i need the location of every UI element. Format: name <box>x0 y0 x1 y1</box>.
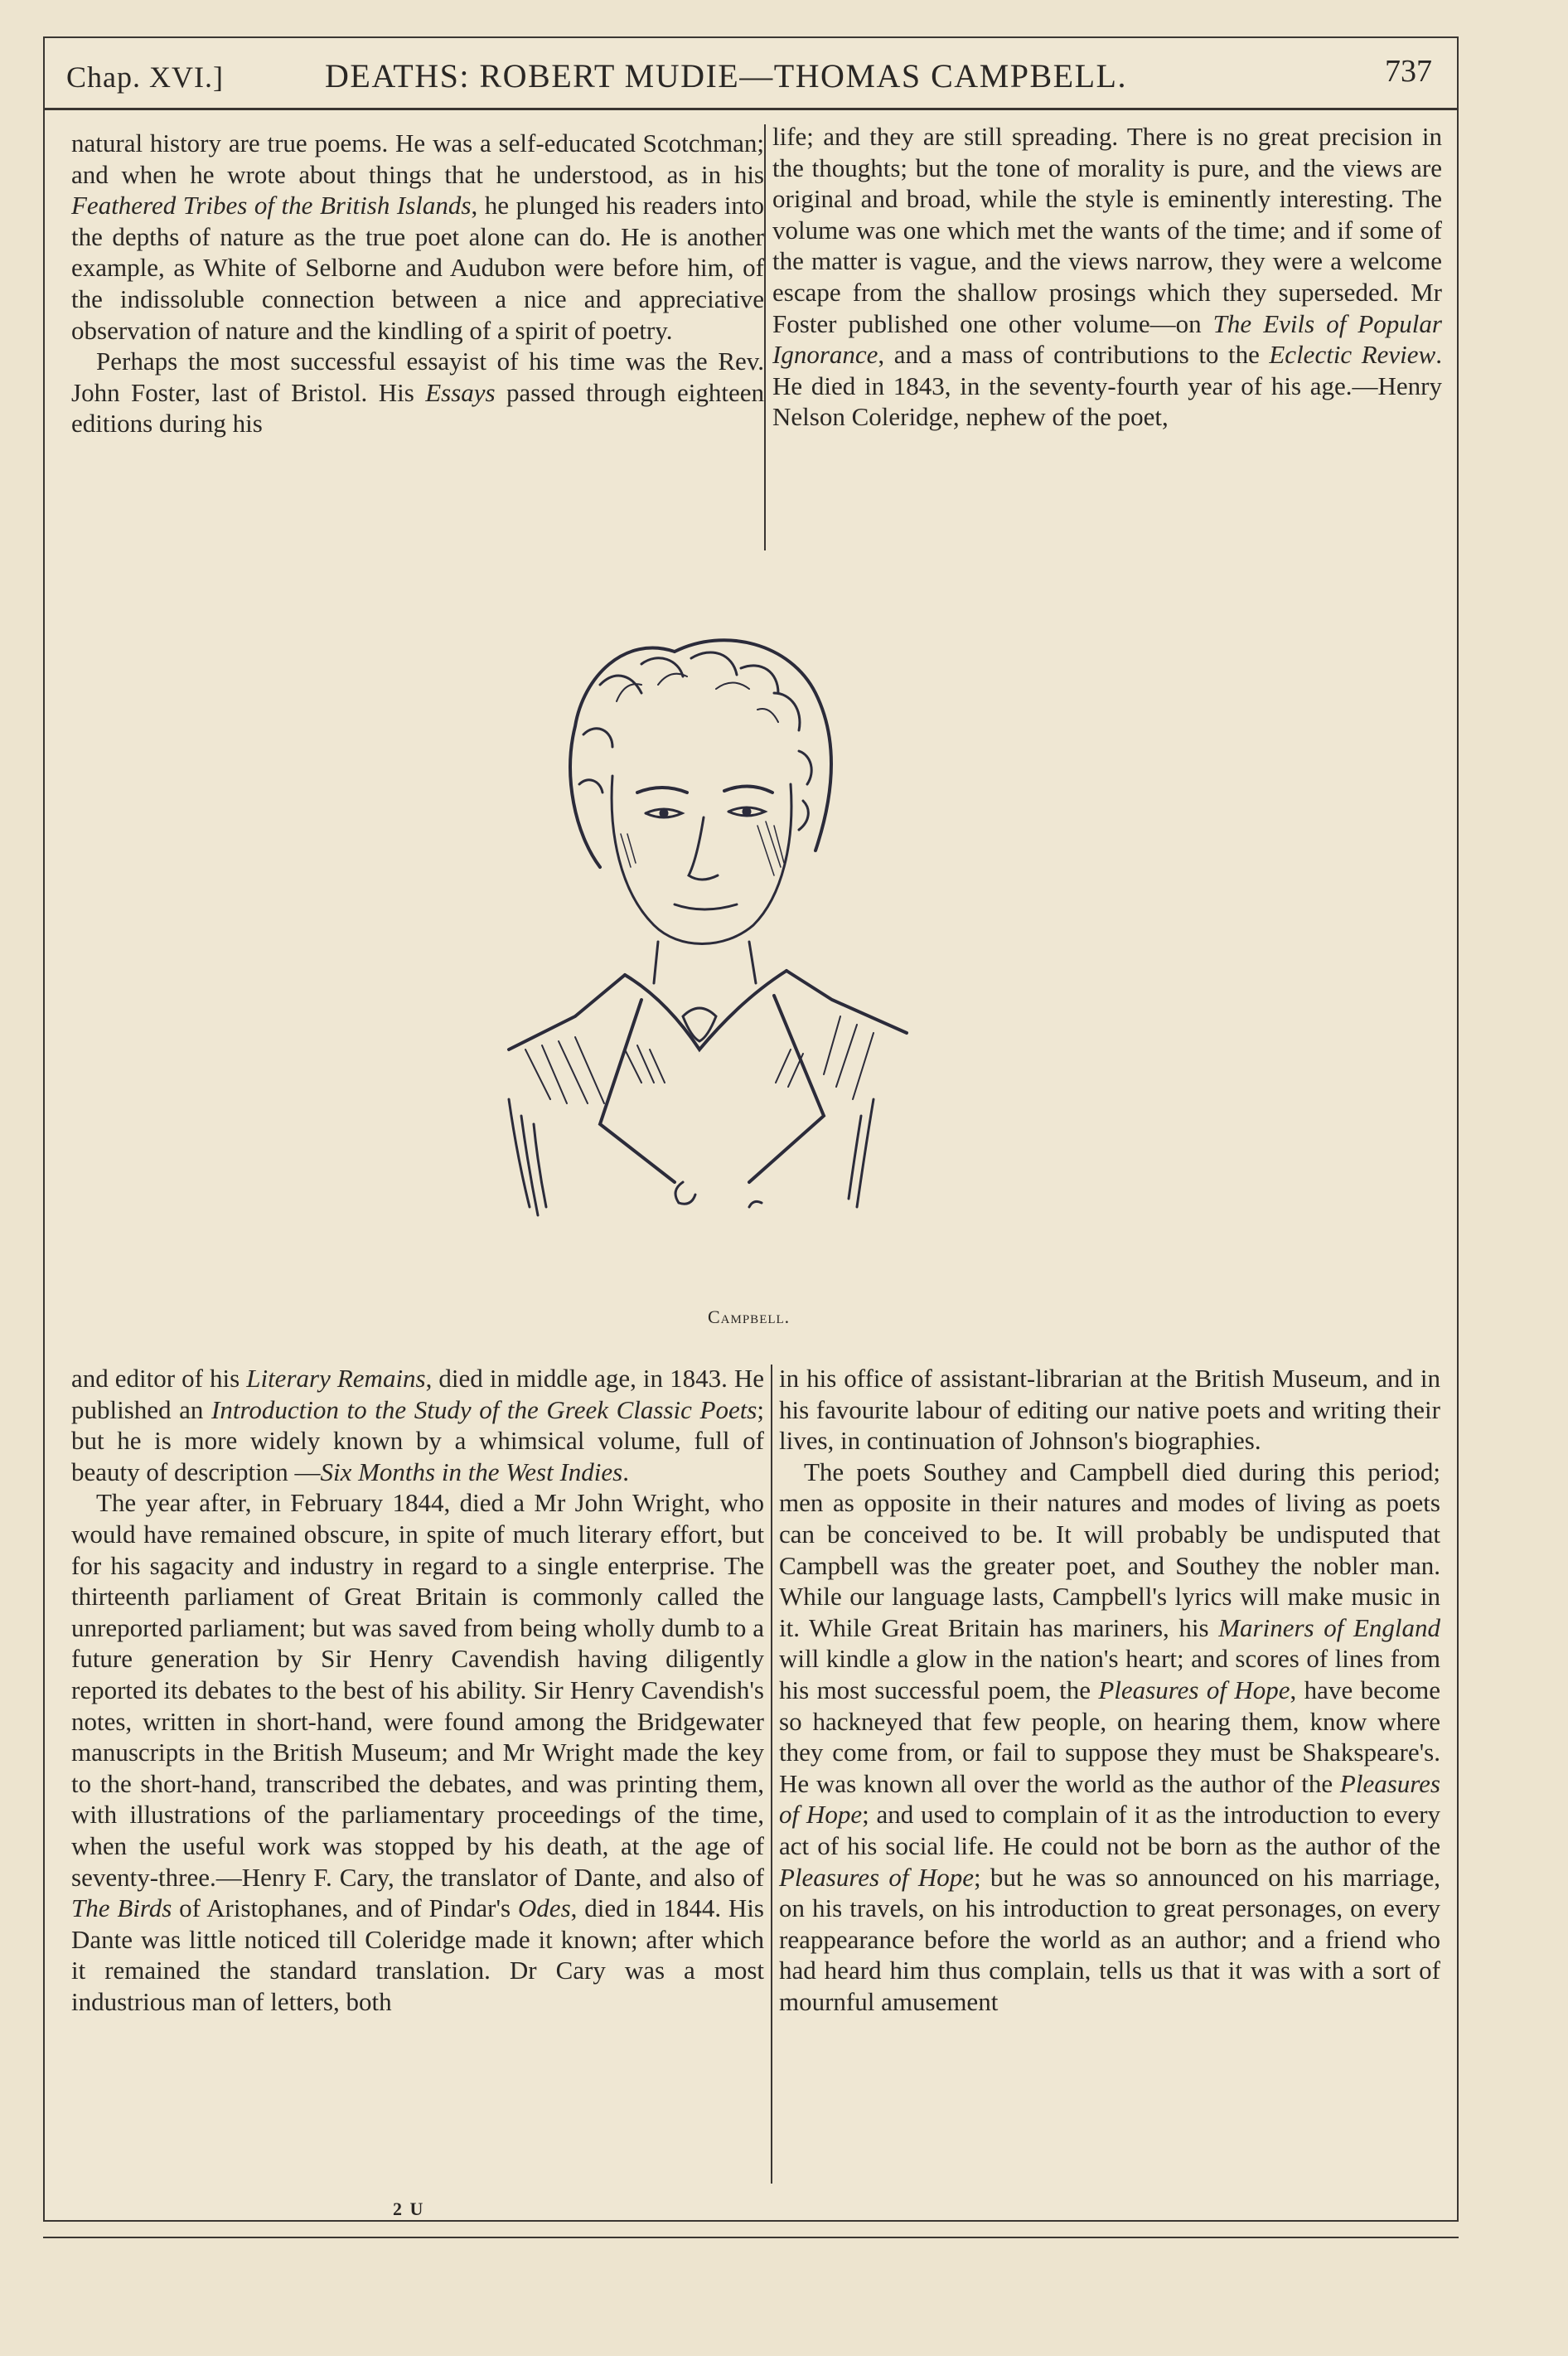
illustration-caption: Campbell. <box>708 1306 791 1327</box>
text-column-top-left <box>71 128 764 439</box>
signature-mark: 2 U <box>393 2198 425 2219</box>
page-title: DEATHS: ROBERT MUDIE—THOMAS CAMPBELL. <box>325 57 1127 95</box>
text-column-top-right <box>772 121 1442 433</box>
paragraph: The year after, in February 1844, died a Mr John Wright, who would have remained obscure, in spite of much literary effort, but for his sagacity and industry in regard to a single enterprise. The thirteenth parliament of Great Britain is commonly called the unreported parliament; but was saved from being wholly dumb to a future generation by Sir Henry Cavendish having diligently reported its debates to the best of his ability. Sir Henry Cavendish's notes, written in short-hand, were found among the Bridgewater manuscripts in the British Museum; and Mr Wright made the key to the short-hand, transcribed the debates, and was printing them, with illustrations of the parliamentary proceedings of the time, when the useful work was stopped by his death, at the age of seventy-three.—Henry F. Cary, the translator of Dante, and also of The Birds of Aristophanes, and of Pindar's Odes, died in 1844. His Dante was little noticed till Coleridge made it known; after which it remained the standard translation. Dr Cary was a most industrious man of letters, both <box>71 1488 764 2016</box>
paragraph: natural history are true poems. He was a self-educated Scotchman; and when he wrote about things that he understood, as in his Feathered Tribes of the British Islands, he plunged his readers into the depths of nature as the true poet alone can do. He is another example, as White of Selborne and Audubon were before him, of the indissoluble connection between a nice and appreciative observation of nature and the kindling of a spirit of poetry. <box>71 128 764 345</box>
column-divider <box>771 1365 772 2184</box>
paragraph: and editor of his Literary Remains, died in middle age, in 1843. He published an Introduction to the Study of the Greek Classic Poets; but he is more widely known by a whimsical volume, full of beauty of description —Six Months in the West Indies. <box>71 1364 765 1486</box>
bottom-rule <box>43 2237 1459 2238</box>
text-column-bottom-right <box>779 1363 1440 2017</box>
book-page <box>43 36 1459 2222</box>
paragraph: in his office of assistant-librarian at the British Museum, and in his favourite labour of editing our native poets and writing their lives, in continuation of Johnson's biographies. <box>779 1364 1440 1456</box>
page-number: 737 <box>1385 54 1432 89</box>
column-divider <box>764 124 766 550</box>
running-header <box>45 38 1457 110</box>
paragraph: life; and they are still spreading. There is no great precision in the thoughts; but the tone of morality is pure, and the views are original and broad, while the style is eminently interesting. The volume was one which met the wants of the time; and if some of the matter is vague, and the views narrow, they were a welcome escape from the shallow prosings which they superseded. Mr Foster published one other volume—on The Evils of Popular Ignorance, and a mass of contributions to the Eclectic Review. He died in 1843, in the seventy-fourth year of his age.—Henry Nelson Coleridge, nephew of the poet, <box>772 122 1442 432</box>
chapter-label: Chap. XVI.] <box>66 61 224 94</box>
paragraph: Perhaps the most successful essayist of his time was the Rev. John Foster, last of Bristol. His Essays passed through eighteen editions during his <box>71 347 764 439</box>
campbell-portrait-engraving <box>476 585 940 1306</box>
text-column-bottom-left <box>71 1363 764 2017</box>
paragraph: The poets Southey and Campbell died during this period; men as opposite in their natures and modes of living as poets can be conceived to be. It will probably be undisputed that Campbell was the greater poet, and Southey the nobler man. While our language lasts, Campbell's lyrics will make music in it. While Great Britain has mariners, his Mariners of England will kindle a glow in the nation's heart; and scores of lines from his most successful poem, the Pleasures of Hope, have become so hackneyed that few people, on hearing them, know where they come from, or fail to suppose they must be Shakspeare's. He was known all over the world as the author of the Pleasures of Hope; and used to complain of it as the introduction to every act of his social life. He could not be born as the author of the Pleasures of Hope; but he was so announced on his marriage, on his travels, on his introduction to great personages, on every reappearance before the world as an author; and a friend who had heard him thus complain, tells us that it was with a sort of mournful amusement <box>779 1457 1441 2016</box>
